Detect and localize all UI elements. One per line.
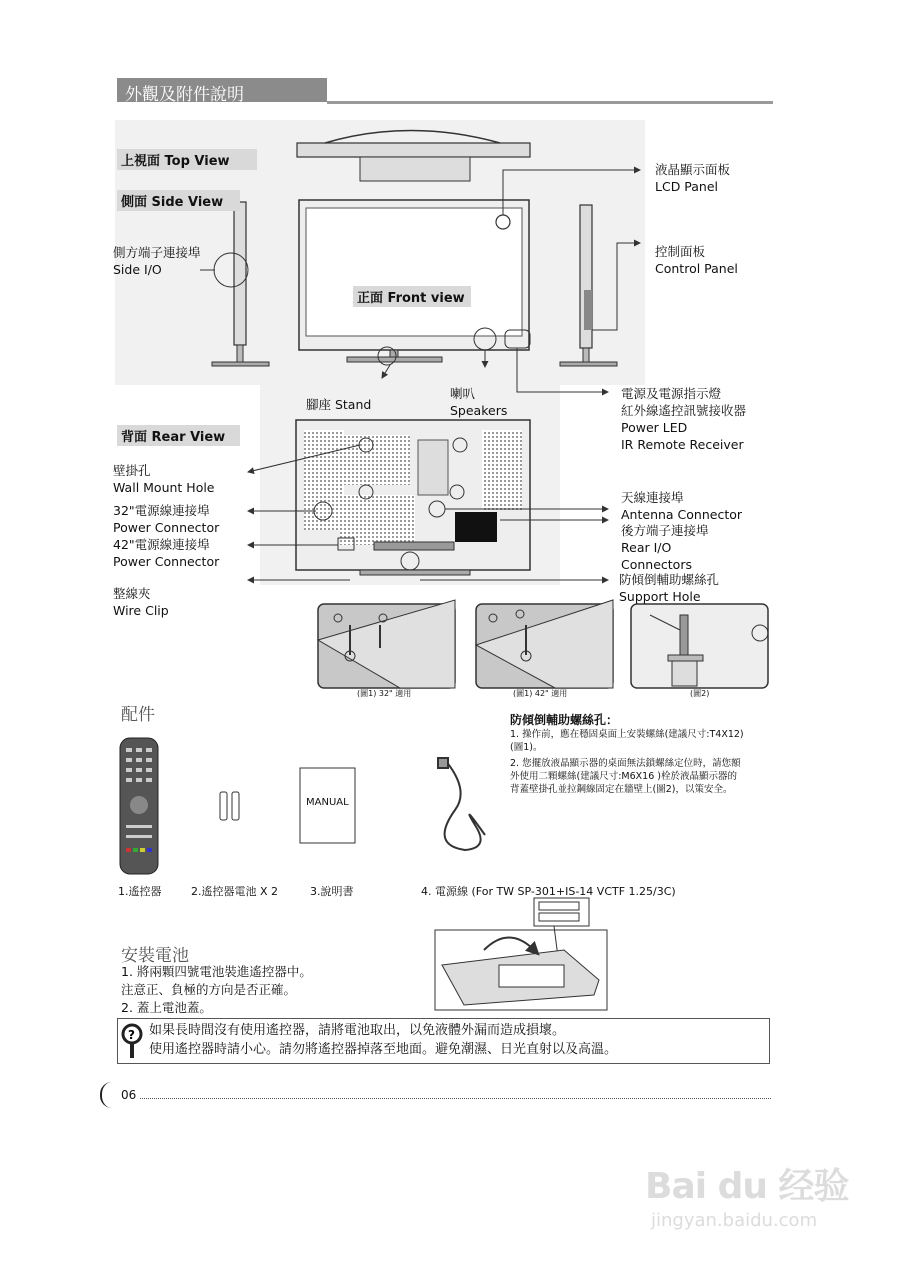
power42-label: 42"電源線連接埠 Power Connector (113, 537, 220, 569)
watermark-logo: Bai du 经验 (645, 1166, 849, 1207)
accessory-1-label: 1.遙控器 (118, 885, 162, 898)
support-note-item-2: 2. 您擺放液晶顯示器的桌面無法鎖螺絲定位時，請您額 外使用二顆螺絲(建議尺寸:M6X16 )栓於液晶顯示器的 背蓋壁掛孔並拉鋼線固定在牆壁上(圖2)，以策安全。 (510, 758, 741, 795)
side-io-label: 側方端子連接埠 Side I/O (113, 245, 201, 277)
support-note-item-1: 1. 操作前，應在穩固桌面上安裝螺絲(建議尺寸:T4X12) (圖1)。 (510, 729, 744, 753)
fig1-42-caption: (圖1) 42" 適用 (513, 689, 568, 698)
front-view-tag: 正面 Front view (353, 286, 471, 307)
accessory-4-label: 4. 電源線 (For TW SP-301+IS-14 VCTF 1.25/3C) (421, 885, 676, 898)
manual-label: MANUAL (306, 797, 349, 808)
accessories-title: 配件 (121, 705, 155, 725)
watermark-url: jingyan.baidu.com (651, 1210, 818, 1231)
wire-clip-label: 整線夾 Wire Clip (113, 586, 169, 618)
support-note-title: 防傾倒輔助螺絲孔： (510, 713, 619, 727)
install-figure-wall (631, 604, 768, 688)
rear-view-tag: 背面 Rear View (117, 425, 240, 446)
install-figure-42 (476, 600, 613, 688)
wall-mount-label: 壁掛孔 Wall Mount Hole (113, 463, 215, 495)
fig2-caption: (圖2) (690, 689, 710, 698)
antenna-label: 天線連接埠 Antenna Connector (621, 490, 743, 522)
front-view-drawing (299, 200, 530, 365)
power-cord-image (438, 758, 485, 850)
lcd-panel-label: 液晶顯示面板 LCD Panel (655, 162, 731, 194)
rear-io-label: 後方端子連接埠 Rear I/O Connectors (621, 523, 709, 572)
remote-control-image (120, 738, 158, 874)
side-view-tag: 側面 Side View (117, 190, 240, 211)
power-led-label: 電源及電源指示燈 紅外線遙控訊號接收器 Power LED IR Remote Receiver (621, 386, 747, 452)
magnifier-icon (120, 1022, 144, 1060)
power32-label: 32"電源線連接埠 Power Connector (113, 503, 220, 535)
speakers-label: 喇叭 Speakers (450, 386, 508, 418)
batteries-image (220, 792, 239, 820)
page-title: 外觀及附件說明 (125, 85, 244, 105)
accessory-2-label: 2.遙控器電池 X 2 (191, 885, 279, 898)
warning-text: 如果長時間沒有使用遙控器，請將電池取出，以免液體外漏而造成損壞。 使用遙控器時請小心。請勿將遙控器掉落至地面。避免潮濕、日光直射以及高溫。 (149, 1023, 618, 1057)
rear-view-drawing (296, 420, 530, 575)
battery-title: 安裝電池 (121, 946, 189, 966)
support-hole-label: 防傾倒輔助螺絲孔 Support Hole (619, 572, 720, 604)
accessory-3-label: 3.說明書 (310, 885, 354, 898)
page-number: 06 (121, 1088, 137, 1102)
install-figure-32 (318, 600, 455, 688)
control-panel-label: 控制面板 Control Panel (655, 244, 738, 276)
footer-dotted-line (140, 1098, 771, 1099)
battery-instructions: 1. 將兩顆四號電池裝進遙控器中。 注意正、負極的方向是否正確。 2. 蓋上電池蓋。 (121, 964, 312, 1015)
svg-text:?: ? (128, 1028, 135, 1042)
stand-label: 腳座 Stand (306, 397, 372, 412)
battery-install-illustration (434, 895, 609, 1013)
footer-bracket (100, 1082, 120, 1108)
fig1-32-caption: (圖1) 32" 適用 (357, 689, 412, 698)
top-view-tag: 上視面 Top View (117, 149, 257, 170)
